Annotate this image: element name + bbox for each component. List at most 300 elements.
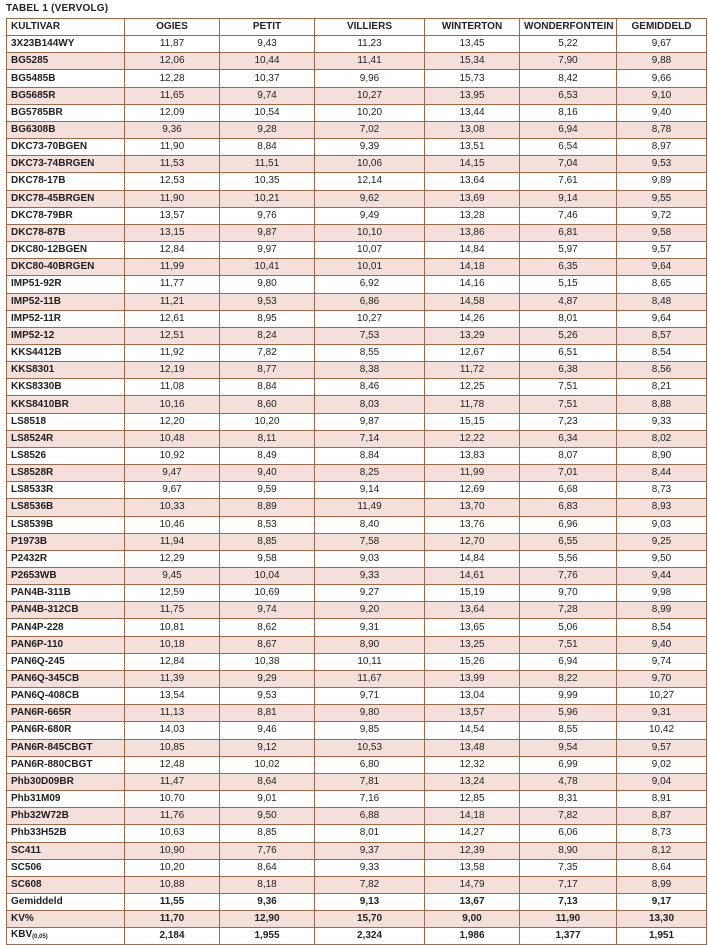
cell-villiers: 8,84 [315,447,425,464]
cell-petit: 9,53 [220,688,315,705]
cell-kultivar: Phb33H52B [7,825,125,842]
table-row [7,533,707,550]
cell-wonderfontein: 6,06 [520,825,617,842]
cell-gemiddeld: 9,25 [617,533,707,550]
table-row [7,379,707,396]
cell-petit: 10,69 [220,585,315,602]
cell-ogies: 11,87 [125,36,220,53]
cell-gemiddeld: 8,64 [617,859,707,876]
cell-villiers: 7,14 [315,430,425,447]
summary-cell-wonderfontein: 11,90 [520,911,617,928]
table-row [7,276,707,293]
cell-kultivar: DKC78-45BRGEN [7,190,125,207]
table-row [7,619,707,636]
cell-kultivar: IMP52-11B [7,293,125,310]
cell-winterton: 12,85 [425,791,520,808]
table-row [7,568,707,585]
cell-wonderfontein: 6,51 [520,344,617,361]
cell-winterton: 13,70 [425,499,520,516]
cell-villiers: 9,85 [315,722,425,739]
table-row [7,447,707,464]
cell-gemiddeld: 8,78 [617,121,707,138]
cell-ogies: 10,46 [125,516,220,533]
cell-winterton: 13,28 [425,207,520,224]
cell-petit: 7,76 [220,842,315,859]
cell-gemiddeld: 8,56 [617,362,707,379]
table-row [7,808,707,825]
cell-winterton: 12,70 [425,533,520,550]
cell-wonderfontein: 8,90 [520,842,617,859]
cell-petit: 8,85 [220,825,315,842]
cell-kultivar: SC411 [7,842,125,859]
cell-winterton: 13,24 [425,773,520,790]
table-row [7,636,707,653]
cell-ogies: 11,13 [125,705,220,722]
cell-gemiddeld: 9,67 [617,36,707,53]
table-row [7,190,707,207]
cell-villiers: 8,90 [315,636,425,653]
cell-villiers: 9,87 [315,413,425,430]
cell-winterton: 12,25 [425,379,520,396]
cell-ogies: 10,88 [125,876,220,893]
cell-kultivar: LS8539B [7,516,125,533]
table-row [7,344,707,361]
cell-wonderfontein: 6,81 [520,224,617,241]
cell-gemiddeld: 9,53 [617,156,707,173]
table-row [7,396,707,413]
summary-cell-winterton: 9,00 [425,911,520,928]
cell-winterton: 13,58 [425,859,520,876]
table-row [7,482,707,499]
cell-gemiddeld: 8,88 [617,396,707,413]
cell-ogies: 12,09 [125,104,220,121]
table-row [7,739,707,756]
cell-kultivar: BG5685R [7,87,125,104]
cell-villiers: 8,46 [315,379,425,396]
cell-kultivar: DKC78-17B [7,173,125,190]
cell-villiers: 8,03 [315,396,425,413]
cell-kultivar: LS8536B [7,499,125,516]
cell-wonderfontein: 6,94 [520,121,617,138]
cell-kultivar: P2653WB [7,568,125,585]
cell-wonderfontein: 8,01 [520,310,617,327]
table-row [7,722,707,739]
cell-ogies: 13,15 [125,224,220,241]
cell-ogies: 12,59 [125,585,220,602]
summary-cell-winterton: 1,986 [425,928,520,945]
cell-ogies: 11,08 [125,379,220,396]
summary-cell-ogies: 11,55 [125,893,220,910]
cell-ogies: 10,33 [125,499,220,516]
cell-wonderfontein: 6,55 [520,533,617,550]
cell-kultivar: PAN6Q-345CB [7,670,125,687]
cell-ogies: 11,77 [125,276,220,293]
cell-wonderfontein: 5,06 [520,619,617,636]
cell-winterton: 13,25 [425,636,520,653]
cell-kultivar: PAN4B-312CB [7,602,125,619]
cell-petit: 8,49 [220,447,315,464]
cell-villiers: 9,80 [315,705,425,722]
table-row [7,825,707,842]
cell-gemiddeld: 8,99 [617,876,707,893]
cell-wonderfontein: 8,16 [520,104,617,121]
table-row [7,310,707,327]
table-row [7,87,707,104]
cell-villiers: 9,62 [315,190,425,207]
cell-petit: 9,50 [220,808,315,825]
cell-gemiddeld: 9,88 [617,53,707,70]
cell-winterton: 14,79 [425,876,520,893]
table-row [7,70,707,87]
table-row [7,293,707,310]
cell-petit: 10,20 [220,413,315,430]
cell-villiers: 10,01 [315,259,425,276]
table-row [7,550,707,567]
cell-petit: 8,18 [220,876,315,893]
table-body [7,36,707,945]
cell-gemiddeld: 8,99 [617,602,707,619]
cell-wonderfontein: 7,23 [520,413,617,430]
table-row [7,362,707,379]
cell-wonderfontein: 7,51 [520,636,617,653]
cell-petit: 8,62 [220,619,315,636]
cell-villiers: 7,02 [315,121,425,138]
cell-kultivar: IMP51-92R [7,276,125,293]
cell-petit: 8,81 [220,705,315,722]
cell-wonderfontein: 7,90 [520,53,617,70]
cell-gemiddeld: 9,64 [617,259,707,276]
cell-petit: 10,38 [220,653,315,670]
cell-gemiddeld: 9,55 [617,190,707,207]
cell-ogies: 9,47 [125,465,220,482]
table-row [7,430,707,447]
cell-wonderfontein: 7,51 [520,379,617,396]
cell-villiers: 10,06 [315,156,425,173]
cell-kultivar: PAN6R-665R [7,705,125,722]
cell-gemiddeld: 9,72 [617,207,707,224]
cell-petit: 8,85 [220,533,315,550]
cell-winterton: 15,15 [425,413,520,430]
cell-gemiddeld: 9,50 [617,550,707,567]
cell-villiers: 10,20 [315,104,425,121]
cell-petit: 9,28 [220,121,315,138]
cell-gemiddeld: 8,90 [617,447,707,464]
cell-gemiddeld: 9,74 [617,653,707,670]
cell-kultivar: BG5485B [7,70,125,87]
cell-winterton: 14,61 [425,568,520,585]
summary-label-subscript: (0,05) [32,934,48,941]
cell-villiers: 8,25 [315,465,425,482]
summary-cell-villiers: 9,13 [315,893,425,910]
cell-gemiddeld: 10,27 [617,688,707,705]
cell-ogies: 12,51 [125,327,220,344]
cell-ogies: 11,92 [125,344,220,361]
cell-petit: 10,37 [220,70,315,87]
cell-wonderfontein: 9,14 [520,190,617,207]
summary-cell-wonderfontein: 1,377 [520,928,617,945]
cell-ogies: 10,81 [125,619,220,636]
cell-petit: 9,12 [220,739,315,756]
cell-ogies: 12,20 [125,413,220,430]
cell-kultivar: PAN6R-880CBGT [7,756,125,773]
cell-gemiddeld: 9,58 [617,224,707,241]
cell-ogies: 10,63 [125,825,220,842]
cell-kultivar: KKS8410BR [7,396,125,413]
cell-petit: 10,21 [220,190,315,207]
cell-petit: 9,29 [220,670,315,687]
cell-kultivar: P1973B [7,533,125,550]
cell-ogies: 10,70 [125,791,220,808]
cell-kultivar: DKC80-40BRGEN [7,259,125,276]
cell-villiers: 9,03 [315,550,425,567]
cell-winterton: 12,69 [425,482,520,499]
cell-wonderfontein: 6,96 [520,516,617,533]
table-row [7,705,707,722]
cell-wonderfontein: 6,38 [520,362,617,379]
cell-ogies: 13,54 [125,688,220,705]
summary-cell-petit: 9,36 [220,893,315,910]
cell-ogies: 10,85 [125,739,220,756]
cell-petit: 8,89 [220,499,315,516]
table-row [7,53,707,70]
table-row [7,585,707,602]
cell-wonderfontein: 7,17 [520,876,617,893]
cell-kultivar: Phb31M09 [7,791,125,808]
cell-kultivar: DKC73-74BRGEN [7,156,125,173]
cell-winterton: 13,45 [425,36,520,53]
cell-villiers: 9,96 [315,70,425,87]
cell-kultivar: PAN4B-311B [7,585,125,602]
cell-gemiddeld: 8,02 [617,430,707,447]
cell-petit: 10,35 [220,173,315,190]
cell-gemiddeld: 8,48 [617,293,707,310]
cell-kultivar: KKS8301 [7,362,125,379]
cell-winterton: 13,08 [425,121,520,138]
cell-wonderfontein: 7,82 [520,808,617,825]
table-row [7,791,707,808]
cell-wonderfontein: 9,70 [520,585,617,602]
cell-winterton: 12,32 [425,756,520,773]
cell-gemiddeld: 8,93 [617,499,707,516]
cell-wonderfontein: 7,46 [520,207,617,224]
cell-ogies: 12,61 [125,310,220,327]
cell-winterton: 14,26 [425,310,520,327]
cell-ogies: 11,21 [125,293,220,310]
table-row [7,242,707,259]
column-header-winterton: WINTERTON [425,19,520,36]
cell-kultivar: IMP52-12 [7,327,125,344]
cell-kultivar: KKS8330B [7,379,125,396]
summary-cell-ogies: 2,184 [125,928,220,945]
cell-kultivar: DKC78-79BR [7,207,125,224]
cell-villiers: 7,53 [315,327,425,344]
cell-kultivar: LS8524R [7,430,125,447]
cell-ogies: 11,53 [125,156,220,173]
cell-ogies: 11,47 [125,773,220,790]
summary-row [7,911,707,928]
cell-villiers: 11,23 [315,36,425,53]
cell-villiers: 9,71 [315,688,425,705]
cell-villiers: 10,27 [315,87,425,104]
cell-petit: 10,54 [220,104,315,121]
column-header-kultivar: KULTIVAR [7,19,125,36]
cell-petit: 9,43 [220,36,315,53]
cell-ogies: 9,36 [125,121,220,138]
cell-winterton: 14,54 [425,722,520,739]
table-row [7,499,707,516]
summary-cell-wonderfontein: 7,13 [520,893,617,910]
cell-villiers: 9,37 [315,842,425,859]
table-title: TABEL 1 (VERVOLG) [6,3,109,14]
cell-wonderfontein: 6,68 [520,482,617,499]
cell-gemiddeld: 8,21 [617,379,707,396]
cell-gemiddeld: 8,57 [617,327,707,344]
cell-winterton: 13,57 [425,705,520,722]
cell-petit: 10,44 [220,53,315,70]
cell-gemiddeld: 9,64 [617,310,707,327]
cell-wonderfontein: 8,22 [520,670,617,687]
table-row [7,688,707,705]
summary-cell-ogies: 11,70 [125,911,220,928]
cell-wonderfontein: 7,01 [520,465,617,482]
cell-gemiddeld: 9,02 [617,756,707,773]
cell-wonderfontein: 5,26 [520,327,617,344]
cell-gemiddeld: 9,04 [617,773,707,790]
cell-wonderfontein: 6,54 [520,139,617,156]
cell-kultivar: SC506 [7,859,125,876]
cell-ogies: 11,94 [125,533,220,550]
cell-petit: 9,59 [220,482,315,499]
summary-label-text: Gemiddeld [11,896,63,908]
table-row [7,259,707,276]
summary-label [7,928,125,945]
cell-kultivar: BG6308B [7,121,125,138]
cell-winterton: 14,84 [425,550,520,567]
cell-winterton: 13,29 [425,327,520,344]
column-header-gemiddeld: GEMIDDELD [617,19,707,36]
cell-winterton: 14,15 [425,156,520,173]
cell-kultivar: PAN4P-228 [7,619,125,636]
cell-gemiddeld: 8,73 [617,825,707,842]
cell-villiers: 7,58 [315,533,425,550]
cell-ogies: 10,20 [125,859,220,876]
cell-ogies: 11,65 [125,87,220,104]
table-row [7,327,707,344]
summary-label [7,911,125,928]
cell-villiers: 8,38 [315,362,425,379]
cell-wonderfontein: 8,42 [520,70,617,87]
cell-kultivar: Phb32W72B [7,808,125,825]
summary-row [7,928,707,945]
cell-ogies: 10,18 [125,636,220,653]
table-row [7,173,707,190]
cell-gemiddeld: 8,54 [617,619,707,636]
cell-gemiddeld: 8,12 [617,842,707,859]
cell-petit: 10,41 [220,259,315,276]
cell-winterton: 15,34 [425,53,520,70]
cell-winterton: 13,51 [425,139,520,156]
cell-winterton: 15,73 [425,70,520,87]
cell-kultivar: LS8528R [7,465,125,482]
cell-villiers: 11,67 [315,670,425,687]
cell-villiers: 6,88 [315,808,425,825]
table-row [7,670,707,687]
cell-wonderfontein: 6,83 [520,499,617,516]
cell-kultivar: P2432R [7,550,125,567]
cell-villiers: 6,92 [315,276,425,293]
table-row [7,36,707,53]
cell-villiers: 10,27 [315,310,425,327]
cell-gemiddeld: 9,98 [617,585,707,602]
cell-winterton: 12,22 [425,430,520,447]
cell-petit: 8,64 [220,773,315,790]
cell-kultivar: PAN6Q-408CB [7,688,125,705]
cell-villiers: 12,14 [315,173,425,190]
cell-villiers: 9,33 [315,859,425,876]
summary-cell-villiers: 15,70 [315,911,425,928]
summary-label-text: KBV [11,929,33,941]
table-row [7,139,707,156]
cell-villiers: 9,33 [315,568,425,585]
cell-villiers: 6,80 [315,756,425,773]
cell-gemiddeld: 9,89 [617,173,707,190]
cell-petit: 9,46 [220,722,315,739]
cell-petit: 9,01 [220,791,315,808]
cell-villiers: 9,14 [315,482,425,499]
cell-wonderfontein: 8,07 [520,447,617,464]
cell-villiers: 11,49 [315,499,425,516]
cell-winterton: 14,18 [425,259,520,276]
cell-petit: 9,74 [220,602,315,619]
cell-villiers: 8,40 [315,516,425,533]
cell-wonderfontein: 5,96 [520,705,617,722]
cell-ogies: 14,03 [125,722,220,739]
cell-ogies: 11,90 [125,190,220,207]
cell-winterton: 14,58 [425,293,520,310]
cell-ogies: 11,99 [125,259,220,276]
summary-cell-petit: 1,955 [220,928,315,945]
cell-petit: 9,97 [220,242,315,259]
cell-winterton: 13,76 [425,516,520,533]
cell-winterton: 13,44 [425,104,520,121]
cell-petit: 8,24 [220,327,315,344]
cell-ogies: 12,28 [125,70,220,87]
table-row [7,602,707,619]
cell-wonderfontein: 8,31 [520,791,617,808]
cell-winterton: 14,84 [425,242,520,259]
cell-winterton: 12,39 [425,842,520,859]
cell-kultivar: LS8533R [7,482,125,499]
cell-villiers: 6,86 [315,293,425,310]
table-row [7,842,707,859]
cell-gemiddeld: 9,33 [617,413,707,430]
cell-petit: 9,76 [220,207,315,224]
cell-winterton: 14,18 [425,808,520,825]
cell-gemiddeld: 9,70 [617,670,707,687]
cell-petit: 9,40 [220,465,315,482]
cell-ogies: 12,06 [125,53,220,70]
cell-gemiddeld: 8,65 [617,276,707,293]
summary-cell-gemiddeld: 13,30 [617,911,707,928]
cell-wonderfontein: 6,34 [520,430,617,447]
cell-winterton: 13,83 [425,447,520,464]
cell-winterton: 14,27 [425,825,520,842]
cell-wonderfontein: 7,04 [520,156,617,173]
cell-winterton: 13,69 [425,190,520,207]
cell-kultivar: BG5285 [7,53,125,70]
cell-wonderfontein: 5,22 [520,36,617,53]
cell-villiers: 9,31 [315,619,425,636]
